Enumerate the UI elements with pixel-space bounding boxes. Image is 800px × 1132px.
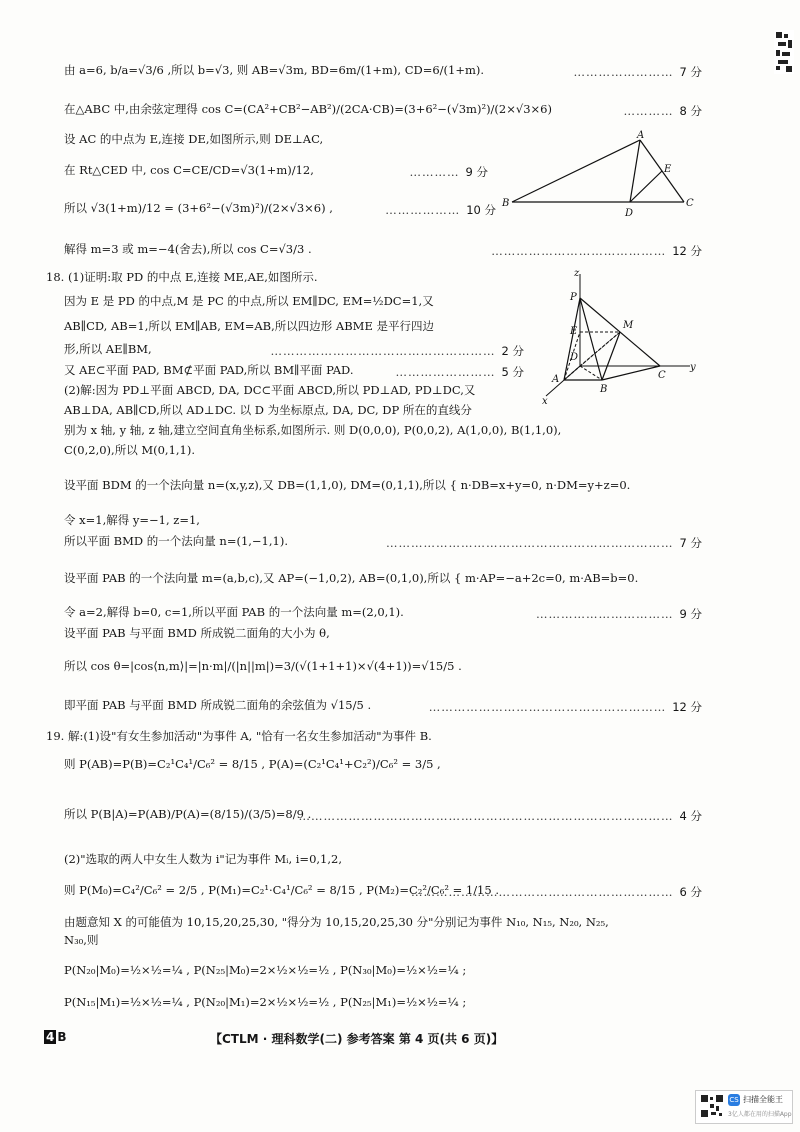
solution-line: 即平面 PAB 与平面 BMD 所成锐二面角的余弦值为 √15/5 . bbox=[64, 698, 372, 712]
score-mark: ……………… 10 分 bbox=[385, 203, 496, 217]
label-D: D bbox=[570, 352, 579, 363]
score-mark: ………………………………………………… 12 分 bbox=[428, 700, 702, 714]
scanner-watermark bbox=[695, 1090, 793, 1124]
solution-line: 在△ABC 中,由余弦定理得 cos C=(CA²+CB²−AB²)/(2CA·CB)=(3+6²−(√3m)²)/(2×√3×6) bbox=[64, 102, 552, 116]
qr-code-fragment bbox=[774, 30, 794, 74]
solution-line: 所以 P(B|A)=P(AB)/P(A)=(8/15)/(3/5)=8/9 . bbox=[64, 807, 312, 821]
solution-line: P(N₂₀|M₀)=½×½=¼ , P(N₂₅|M₀)=2×½×½=½ , P(N₃₀|M₀)=½×½=¼ ; bbox=[64, 963, 467, 977]
solution-line: 设平面 PAB 的一个法向量 m=(a,b,c),又 AP=(−1,0,2), AB=(0,1,0),所以 { m·AP=−a+2c=0, m·AB=b=0. bbox=[64, 571, 639, 585]
label-C: C bbox=[686, 198, 694, 209]
solution-line: 在 Rt△CED 中, cos C=CE/CD=√3(1+m)/12, bbox=[64, 163, 314, 177]
stamp-tagline: 3亿人都在用的扫描App bbox=[728, 1111, 792, 1118]
triangle-figure bbox=[500, 130, 700, 220]
page-footer bbox=[0, 1030, 800, 1050]
solution-line: 设平面 PAB 与平面 BMD 所成锐二面角的大小为 θ, bbox=[64, 626, 330, 640]
page-block-number: 4 bbox=[46, 1030, 55, 1044]
label-P: P bbox=[570, 292, 577, 303]
label-B: B bbox=[600, 384, 608, 395]
solution-line: 设 AC 的中点为 E,连接 DE,如图所示,则 DE⊥AC, bbox=[64, 132, 324, 146]
label-D: D bbox=[625, 208, 634, 219]
solution-line: (2)"选取的两人中女生人数为 i"记为事件 Mᵢ, i=0,1,2, bbox=[64, 852, 342, 866]
solution-line: 由题意知 X 的可能值为 10,15,20,25,30, "得分为 10,15,20,25,30 分"分别记为事件 N₁₀, N₁₅, N₂₀, N₂₅, bbox=[64, 915, 609, 929]
label-B: B bbox=[502, 198, 510, 209]
solution-line: 则 P(M₀)=C₄²/C₆² = 2/5 , P(M₁)=C₂¹·C₄¹/C₆² = 8/15 , P(M₂)=C₂²/C₆² = 1/15 . bbox=[64, 883, 500, 897]
page-letter: B bbox=[57, 1030, 67, 1044]
qr-code-icon bbox=[700, 1094, 724, 1118]
score-mark: …………………… 7 分 bbox=[573, 65, 702, 79]
solution-line: N₃₀,则 bbox=[64, 933, 99, 947]
footer-text: 【CTLM · 理科数学(二) 参考答案 第 4 页(共 6 页)】 bbox=[210, 1032, 504, 1046]
solution-line: 所以 cos θ=|cos⟨n,m⟩|=|n·m|/(|n||m|)=3/(√(1+1+1)×√(4+1))=√15/5 . bbox=[64, 659, 462, 673]
solution-line: 解得 m=3 或 m=−4(舍去),所以 cos C=√3/3 . bbox=[64, 242, 312, 256]
score-mark: …………………… 5 分 bbox=[395, 365, 524, 379]
solution-line: (2)解:因为 PD⊥平面 ABCD, DA, DC⊂平面 ABCD,所以 PD⊥AD, PD⊥DC,又 bbox=[64, 383, 476, 397]
question-heading: 18. (1)证明:取 PD 的中点 E,连接 ME,AE,如图所示. bbox=[46, 270, 318, 284]
page-marker bbox=[44, 1030, 67, 1044]
solution-line: AB⊥DA, AB∥CD,所以 AD⊥DC. 以 D 为坐标原点, DA, DC, DP 所在的直线分 bbox=[64, 403, 472, 417]
score-mark: …………………………………………………………… 7 分 bbox=[386, 536, 702, 550]
question-heading: 19. 解:(1)设"有女生参加活动"为事件 A, "恰有一名女生参加活动"为事件 B. bbox=[46, 729, 432, 743]
solution-line: 令 x=1,解得 y=−1, z=1, bbox=[64, 513, 200, 527]
pyramid-figure bbox=[540, 268, 700, 408]
solution-line: 设平面 BDM 的一个法向量 n=(x,y,z),又 DB=(1,1,0), DM=(0,1,1),所以 { n·DB=x+y=0, n·DM=y+z=0. bbox=[64, 478, 631, 492]
label-z: z bbox=[574, 268, 580, 279]
camscanner-logo-icon: CS bbox=[729, 1096, 739, 1104]
solution-line: 所以平面 BMD 的一个法向量 n=(1,−1,1). bbox=[64, 534, 288, 548]
label-C: C bbox=[658, 370, 666, 381]
score-mark: ……………………………………………… 2 分 bbox=[270, 344, 524, 358]
solution-line: 则 P(AB)=P(B)=C₂¹C₄¹/C₆² = 8/15 , P(A)=(C₂¹C₄¹+C₂²)/C₆² = 3/5 , bbox=[64, 757, 441, 771]
label-A: A bbox=[637, 130, 645, 141]
label-E: E bbox=[570, 326, 578, 337]
score-mark: …………………………… 9 分 bbox=[536, 607, 702, 621]
score-mark: ……………………………………………………………………………… 4 分 bbox=[298, 809, 702, 823]
solution-line: 又 AE⊂平面 PAD, BM⊄平面 PAD,所以 BM∥平面 PAD. bbox=[64, 363, 354, 377]
label-M: M bbox=[623, 320, 634, 331]
stamp-app-name: 扫描全能王 bbox=[743, 1095, 783, 1104]
score-mark: ………… 8 分 bbox=[623, 104, 702, 118]
label-E: E bbox=[664, 164, 672, 175]
score-mark: ………… 9 分 bbox=[409, 165, 488, 179]
label-x: x bbox=[542, 396, 548, 407]
solution-line: 令 a=2,解得 b=0, c=1,所以平面 PAB 的一个法向量 m=(2,0,1). bbox=[64, 605, 404, 619]
solution-line: P(N₁₅|M₁)=½×½=¼ , P(N₂₀|M₁)=2×½×½=½ , P(N₂₅|M₁)=½×½=¼ ; bbox=[64, 995, 467, 1009]
solution-line: 别为 x 轴, y 轴, z 轴,建立空间直角坐标系,如图所示. 则 D(0,0,0), P(0,0,2), A(1,0,0), B(1,1,0), bbox=[64, 423, 562, 437]
label-y: y bbox=[690, 362, 696, 373]
solution-line: 形,所以 AE∥BM, bbox=[64, 342, 152, 356]
solution-line: 因为 E 是 PD 的中点,M 是 PC 的中点,所以 EM∥DC, EM=½DC=1,又 bbox=[64, 294, 434, 308]
solution-line: C(0,2,0),所以 M(0,1,1). bbox=[64, 443, 196, 457]
label-A: A bbox=[552, 374, 560, 385]
score-mark: …………………………………… 12 分 bbox=[491, 244, 702, 258]
solution-line: 由 a=6, b/a=√3/6 ,所以 b=√3, 则 AB=√3m, BD=6m/(1+m), CD=6/(1+m). bbox=[64, 63, 485, 77]
score-mark: ……………………………………………………… 6 分 bbox=[411, 885, 702, 899]
solution-line: 所以 √3(1+m)/12 = (3+6²−(√3m)²)/(2×√3×6) , bbox=[64, 201, 333, 215]
solution-line: AB∥CD, AB=1,所以 EM∥AB, EM=AB,所以四边形 ABME 是平行四边 bbox=[64, 319, 435, 333]
